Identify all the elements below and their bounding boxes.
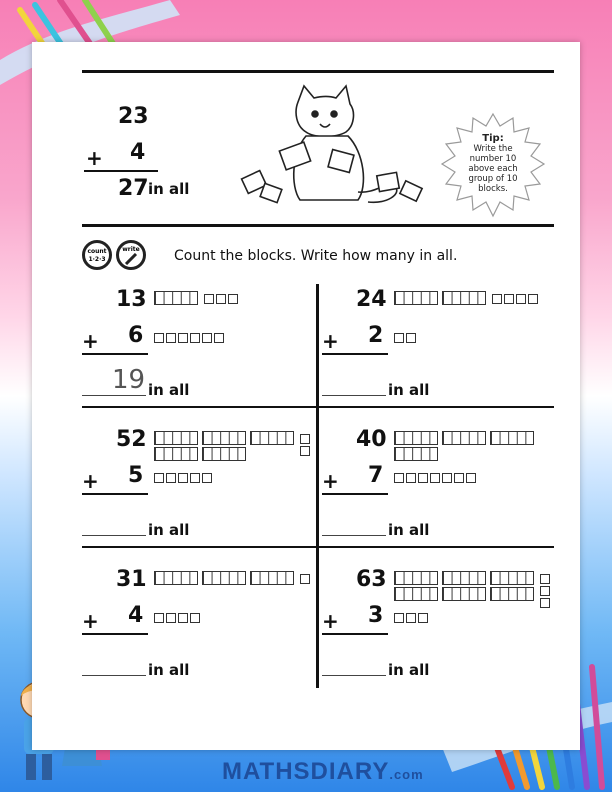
- problem-top-number: 31: [116, 567, 147, 592]
- ones-block: [492, 294, 502, 304]
- answer-line: [82, 395, 146, 396]
- answer-line: [82, 535, 146, 536]
- tens-block: [202, 571, 246, 585]
- in-all-label: in all: [388, 381, 430, 399]
- sum-bar: [82, 633, 148, 635]
- ones-block: [178, 333, 188, 343]
- sum-bar: [322, 633, 388, 635]
- ones-block: [166, 333, 176, 343]
- ones-block: [300, 446, 310, 456]
- tens-block: [442, 431, 486, 445]
- in-all-label: in all: [388, 661, 430, 679]
- example-addend: 4: [130, 140, 146, 165]
- problem-addend: 3: [368, 603, 384, 628]
- ones-block: [406, 473, 416, 483]
- ones-block: [154, 613, 164, 623]
- sum-bar: [82, 493, 148, 495]
- tens-block: [490, 431, 534, 445]
- instruction-text: Count the blocks. Write how many in all.: [174, 248, 458, 264]
- in-all-label: in all: [388, 521, 430, 539]
- ones-block: [406, 613, 416, 623]
- ones-block: [540, 574, 550, 584]
- plus-sign: +: [322, 329, 339, 353]
- problem-top-number: 40: [356, 427, 387, 452]
- ones-block: [166, 473, 176, 483]
- tip-title: Tip:: [482, 133, 504, 144]
- in-all-label: in all: [148, 521, 190, 539]
- ones-block: [394, 473, 404, 483]
- answer-line: [82, 675, 146, 676]
- ones-block: [190, 473, 200, 483]
- problem-addend: 2: [368, 323, 384, 348]
- example-in-all-label: in all: [148, 180, 190, 198]
- problem-top-number: 52: [116, 427, 147, 452]
- tens-block: [250, 571, 294, 585]
- brand-suffix: .com: [389, 767, 424, 782]
- sum-bar: [322, 353, 388, 355]
- sum-bar: [322, 493, 388, 495]
- count-icon-label: count: [87, 248, 107, 255]
- answer-line: [322, 675, 386, 676]
- tens-block: [490, 587, 534, 601]
- ones-block: [216, 294, 226, 304]
- tens-block: [394, 447, 438, 461]
- ones-block: [154, 333, 164, 343]
- tens-block: [490, 571, 534, 585]
- ones-block: [394, 613, 404, 623]
- in-all-label: in all: [148, 661, 190, 679]
- ones-block: [178, 473, 188, 483]
- problem-grid-vertical-rule: [316, 284, 319, 688]
- plus-sign: +: [322, 469, 339, 493]
- ones-block: [214, 333, 224, 343]
- ones-block: [202, 333, 212, 343]
- ones-block: [202, 473, 212, 483]
- ones-block: [300, 574, 310, 584]
- tens-block: [442, 291, 486, 305]
- ones-block: [418, 613, 428, 623]
- ones-block: [540, 586, 550, 596]
- brand-logo: [222, 758, 424, 786]
- ones-block: [178, 613, 188, 623]
- tip-badge: [456, 134, 530, 194]
- plus-sign: +: [82, 329, 99, 353]
- count-icon: [82, 240, 112, 270]
- sum-bar: [82, 353, 148, 355]
- ones-block: [394, 333, 404, 343]
- example-plus-sign: +: [86, 146, 103, 170]
- plus-sign: +: [82, 469, 99, 493]
- tens-block: [394, 291, 438, 305]
- tens-block: [154, 571, 198, 585]
- ones-block: [418, 473, 428, 483]
- example-sum-bar: [84, 170, 158, 172]
- problem-addend: 6: [128, 323, 144, 348]
- tens-block: [202, 447, 246, 461]
- answer-line: [322, 535, 386, 536]
- worksheet-sheet: [32, 42, 580, 750]
- write-icon-label: write: [122, 246, 140, 253]
- plus-sign: +: [82, 609, 99, 633]
- problem-addend: 4: [128, 603, 144, 628]
- top-rule: [82, 70, 554, 73]
- problem-top-number: 63: [356, 567, 387, 592]
- in-all-label: in all: [148, 381, 190, 399]
- count-icon-numbers: 1·2·3: [88, 256, 106, 263]
- pencil-icon: [124, 253, 138, 265]
- tens-block: [394, 431, 438, 445]
- problem-cell: [322, 567, 552, 687]
- tens-block: [394, 587, 438, 601]
- example-result: 27: [118, 176, 149, 201]
- write-icon: [116, 240, 146, 270]
- ones-block: [228, 294, 238, 304]
- brand-name: MATHSDIARY: [222, 758, 390, 785]
- tens-block: [394, 571, 438, 585]
- plus-sign: +: [322, 609, 339, 633]
- problem-addend: 7: [368, 463, 384, 488]
- problem-addend: 5: [128, 463, 144, 488]
- problem-top-number: 13: [116, 287, 147, 312]
- example-top-number: 23: [118, 104, 149, 129]
- problem-cell: [322, 287, 552, 407]
- ones-block: [442, 473, 452, 483]
- ones-block: [466, 473, 476, 483]
- problem-cell: [82, 567, 312, 687]
- problem-cell: [82, 427, 312, 547]
- problem-cell: [82, 287, 312, 407]
- tens-block: [202, 431, 246, 445]
- ones-block: [454, 473, 464, 483]
- answer-line: [322, 395, 386, 396]
- tens-block: [250, 431, 294, 445]
- example-bottom-rule: [82, 224, 554, 227]
- ones-block: [190, 333, 200, 343]
- tens-block: [154, 431, 198, 445]
- ones-block: [430, 473, 440, 483]
- tens-block: [442, 587, 486, 601]
- problem-top-number: 24: [356, 287, 387, 312]
- problem-cell: [322, 427, 552, 547]
- tens-block: [154, 291, 198, 305]
- ones-block: [154, 473, 164, 483]
- cat-illustration: [218, 82, 438, 212]
- ones-block: [204, 294, 214, 304]
- ones-block: [406, 333, 416, 343]
- tip-text: Write the number 10 above each group of 10 blocks.: [468, 144, 518, 194]
- ones-block: [528, 294, 538, 304]
- tens-block: [442, 571, 486, 585]
- ones-block: [190, 613, 200, 623]
- tens-block: [154, 447, 198, 461]
- ones-block: [300, 434, 310, 444]
- ones-block: [540, 598, 550, 608]
- answer-field[interactable]: 19: [112, 365, 146, 395]
- ones-block: [166, 613, 176, 623]
- ones-block: [516, 294, 526, 304]
- ones-block: [504, 294, 514, 304]
